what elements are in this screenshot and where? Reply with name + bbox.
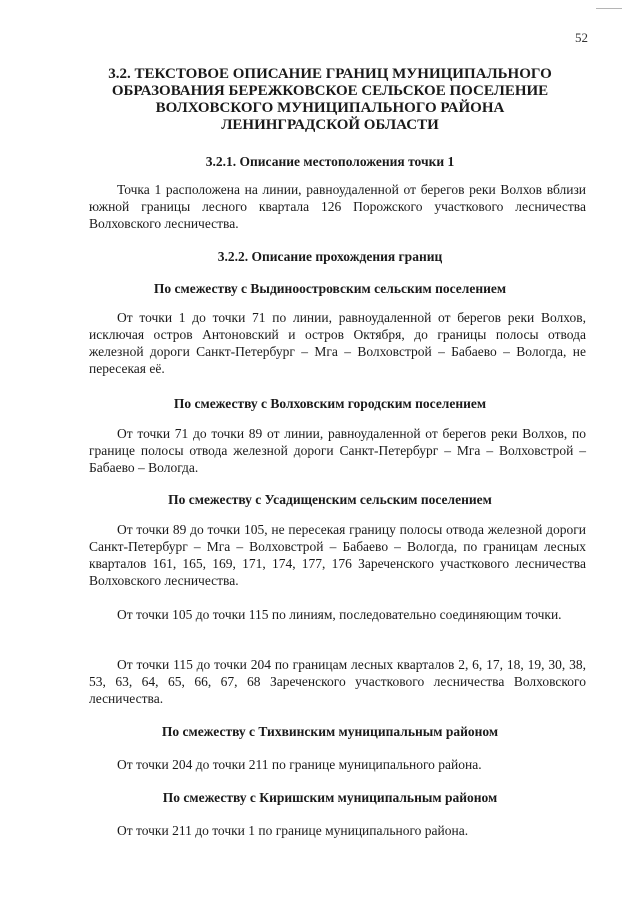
paragraph-tikhvin: От точки 204 до точки 211 по границе муниципального района.	[117, 757, 482, 772]
page-title: 3.2. ТЕКСТОВОЕ ОПИСАНИЕ ГРАНИЦ МУНИЦИПАЛЬНОГО ОБРАЗОВАНИЯ БЕРЕЖКОВСКОЕ СЕЛЬСКОЕ ПОСЕЛЕНИЕ ВОЛХОВСКОГО МУНИЦИПАЛЬНОГО РАЙОНА ЛЕНИНГРАДСКОЙ ОБЛАСТИ	[108, 66, 552, 133]
paragraph-kirishi: От точки 211 до точки 1 по границе муниципального района.	[117, 823, 469, 838]
paragraph-usadishche-1: От точки 89 до точки 105, не пересекая границу полосы отвода железной дороги Санкт-Петербург – Мга – Волховстрой – Бабаево – Вологда, по границам лесных кварталов 161, 165, 169, 171, 174, 177, 176 Зареченского участкового лесничества Волховского лесничества.	[89, 522, 586, 588]
paragraph-usadishche-3: От точки 115 до точки 204 по границам лесных кварталов 2, 6, 17, 18, 19, 30, 38, 53, 63, 64, 65, 66, 67, 68 Зареченского участкового лесничества Волховского лесничества.	[89, 657, 586, 706]
paragraph-volkhov: От точки 71 до точки 89 от линии, равноудаленной от берегов реки Волхов, по границе полосы отвода железной дороги Санкт-Петербург – Мга – Волховстрой – Бабаево – Вологда.	[89, 426, 586, 475]
scan-corner-mark	[596, 8, 622, 9]
heading-kirishi: По смежеству с Киришским муниципальным районом	[162, 790, 498, 805]
paragraph-vyndinoostrov: От точки 1 до точки 71 по линии, равноудаленной от берегов реки Волхов, исключая остров Антоновский и остров Октября, до границы полосы отвода железной дороги Санкт-Петербург – Мга – Волховстрой – Бабаево – Вологда, не пересекая её.	[89, 310, 586, 376]
page-number: 52	[575, 30, 588, 45]
paragraph-usadishche-2: От точки 105 до точки 115 по линиям, последовательно соединяющим точки.	[117, 607, 562, 622]
heading-3-2-2: 3.2.2. Описание прохождения границ	[217, 249, 443, 264]
heading-usadishche: По смежеству с Усадищенским сельским поселением	[168, 492, 492, 507]
heading-3-2-1: 3.2.1. Описание местоположения точки 1	[205, 154, 455, 169]
paragraph-point-1: Точка 1 расположена на линии, равноудаленной от берегов реки Волхов вблизи южной границы лесного квартала 126 Порожского участкового лесничества Волховского лесничества.	[89, 182, 586, 231]
heading-volkhov: По смежеству с Волховским городским поселением	[173, 396, 487, 411]
heading-vyndinoostrov: По смежеству с Выдиноостровским сельским поселением	[153, 281, 507, 296]
heading-tikhvin: По смежеству с Тихвинским муниципальным районом	[161, 724, 499, 739]
